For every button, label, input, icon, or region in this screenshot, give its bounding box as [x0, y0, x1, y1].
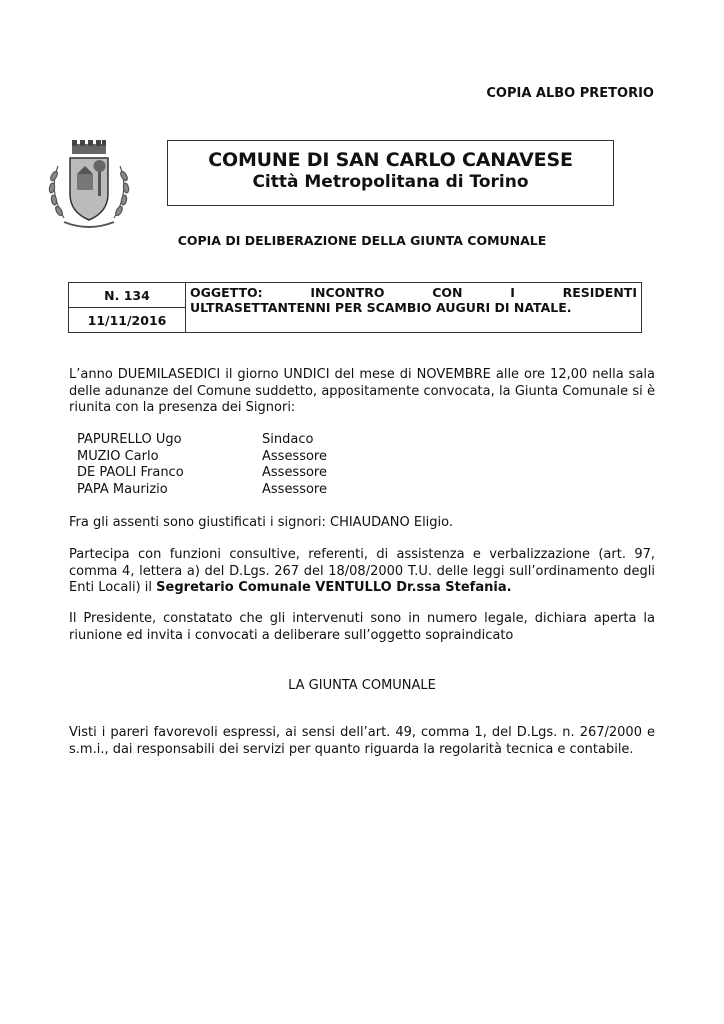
member-name: PAPA Maurizio	[77, 481, 168, 497]
absent-paragraph: Fra gli assenti sono giustificati i signori: CHIAUDANO Eligio.	[69, 515, 454, 530]
segretario-name: Segretario Comunale VENTULLO Dr.ssa Stefania.	[156, 580, 512, 595]
deliberation-info-table	[68, 282, 642, 333]
partecipa-text: Partecipa con funzioni consultive, referenti, di assistenza e verbalizzazione (art. 97, comma 4, lettera a) del D.Lgs. 267 del 18/08/2000 T.U. delle leggi sull’ordinamento degli Enti Locali) il	[69, 547, 655, 595]
member-name: PAPURELLO Ugo	[77, 432, 182, 447]
deliberation-subject	[186, 283, 642, 333]
deliberation-number: N. 134	[69, 283, 186, 308]
member-row	[77, 465, 327, 482]
member-name: DE PAOLI Franco	[77, 465, 184, 480]
comune-name: COMUNE DI SAN CARLO CANAVESE	[208, 149, 573, 171]
subject-word: I	[510, 285, 515, 300]
subject-word: CON	[432, 285, 463, 300]
copia-albo-label: COPIA ALBO PRETORIO	[486, 86, 654, 101]
deliberation-date: 11/11/2016	[69, 308, 186, 333]
subject-word: OGGETTO:	[190, 285, 263, 300]
presidente-paragraph: Il Presidente, constatato che gli intervenuti sono in numero legale, dichiara aperta la riunione ed invita i convocati a deliberare sull’oggetto sopraindicato	[69, 611, 655, 643]
member-role: Sindaco	[262, 432, 314, 447]
subject-word: RESIDENTI	[562, 285, 637, 300]
giunta-heading: LA GIUNTA COMUNALE	[288, 678, 436, 693]
member-name: MUZIO Carlo	[77, 448, 159, 464]
partecipa-paragraph	[69, 547, 655, 597]
intro-paragraph: L’anno DUEMILASEDICI il giorno UNDICI del mese di NOVEMBRE alle ore 12,00 nella sala delle adunanze del Comune suddetto, appositamente convocata, la Giunta Comunale si è riunita con la presenza dei Signori:	[69, 367, 655, 415]
subject-line-2: ULTRASETTANTENNI PER SCAMBIO AUGURI DI NATALE.	[190, 300, 572, 315]
subject-word: INCONTRO	[310, 285, 385, 300]
member-role: Assessore	[262, 448, 327, 464]
member-row	[77, 432, 327, 449]
members-list	[77, 432, 327, 498]
citta-name: Città Metropolitana di Torino	[252, 172, 529, 192]
member-row	[77, 449, 327, 466]
member-role: Assessore	[262, 465, 327, 480]
municipal-crest-icon	[44, 136, 134, 234]
subject-line-1	[190, 285, 637, 300]
visti-paragraph: Visti i pareri favorevoli espressi, ai sensi dell’art. 49, comma 1, del D.Lgs. n. 267/2000 e s.m.i., dai responsabili dei servizi per quanto riguarda la regolarità tecnica e contabile.	[69, 725, 655, 757]
member-row	[77, 482, 327, 499]
deliberation-title: COPIA DI DELIBERAZIONE DELLA GIUNTA COMUNALE	[177, 233, 547, 248]
header-box	[167, 140, 614, 206]
member-role: Assessore	[262, 481, 327, 497]
